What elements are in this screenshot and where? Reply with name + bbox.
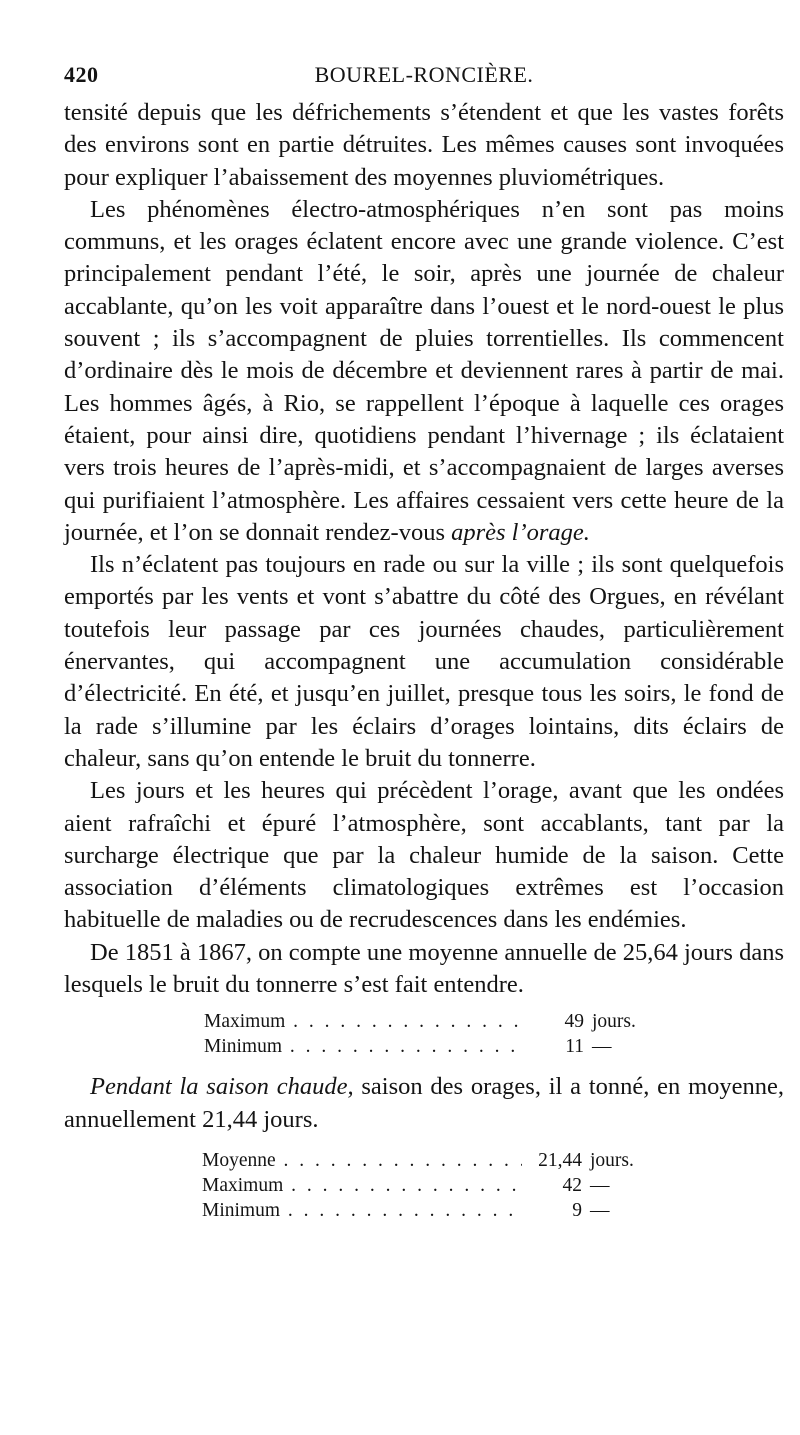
- stats-label: Minimum . . .: [202, 1198, 522, 1223]
- page-number: 420: [64, 62, 99, 87]
- stats-unit: jours.: [590, 1149, 634, 1171]
- paragraph-2-text: Les phénomènes électro-atmosphériques n’en sont pas moins communs, et les orages éclatent encore avec une grande violence. C’est principalement pendant l’été, le soir, après une journée de chaleur accablante, qu’on les voit apparaître dans l’ouest et le nord-ouest le plus souvent ; ils s’accompagnent de pluies torrentielles. Ils commencent d’ordinaire dès le mois de décembre et deviennent rares à partir de mai. Les hommes âgés, à Rio, se rappellent l’époque à laquelle ces orages étaient, pour ainsi dire, quotidiens pendant l’hivernage ; ils éclataient vers trois heures de l’après-midi, et s’accompagnaient de larges averses qui purifiaient l’atmosphère. Les affaires cessaient vers cette heure de la journée, et l’on se donnait rendez-vous: [64, 195, 784, 546]
- stats-value: 11: [565, 1036, 584, 1058]
- stats-row: [202, 1173, 682, 1198]
- stats-table-hot-season: [202, 1148, 682, 1223]
- stats-label: Moyenne . . .: [202, 1148, 522, 1173]
- stats-value: 9: [572, 1199, 582, 1221]
- page-header: [64, 56, 784, 96]
- stats-label: Maximum . . .: [202, 1173, 522, 1198]
- stats-row: [204, 1034, 684, 1059]
- stats-row: [202, 1198, 682, 1223]
- stats-row: [204, 1009, 684, 1034]
- stats-value: 21,44: [538, 1149, 582, 1171]
- paragraph-6-emphasis: Pendant la saison chaude,: [90, 1073, 354, 1101]
- paragraph-2-emphasis: après l’orage.: [451, 518, 590, 546]
- running-title: BOUREL-RONCIÈRE.: [314, 62, 534, 87]
- paragraph-6-text: saison des orages, il a tonné, en moyenne, annuellement 21,44 jours.: [64, 1073, 785, 1133]
- stats-label: Maximum . . .: [204, 1009, 524, 1034]
- paragraph-5: De 1851 à 1867, on compte une moyenne annuelle de 25,64 jours dans lesquels le bruit du tonnerre s’est fait entendre.: [64, 938, 785, 999]
- paragraph-3: Ils n’éclatent pas toujours en rade ou sur la ville ; ils sont quelquefois emportés par les vents et vont s’abattre du côté des Orgues, en révélant toutefois leur passage par ces journées chaudes, particulièrement énervantes, qui accompagnent une accumulation considérable d’électricité. En été, et jusqu’en juillet, presque tous les soirs, le fond de la rade s’illumine par les éclairs d’orages lointains, dits éclairs de chaleur, sans qu’on entende le bruit du tonnerre.: [64, 551, 784, 772]
- paragraph-2: [64, 194, 784, 549]
- stats-label: Minimum . . .: [204, 1034, 524, 1059]
- stats-value: 49: [564, 1011, 584, 1033]
- paragraph-6: [64, 1071, 784, 1136]
- paragraph-4: Les jours et les heures qui précèdent l’orage, avant que les ondées aient rafraîchi et épuré l’atmosphère, sont accablants, tant par la surcharge électrique que par la chaleur humide de la saison. Cette association d’éléments climatologiques extrêmes est l’occasion habituelle de maladies ou de recrudescences dans les endémies.: [64, 777, 784, 934]
- stats-row: [202, 1148, 682, 1173]
- stats-unit: —: [592, 1036, 612, 1058]
- stats-table-annual: [204, 1009, 684, 1059]
- paragraph-1: tensité depuis que les défrichements s’étendent et que les vastes forêts des environs sont en partie détruites. Les mêmes causes sont invoquées pour expliquer l’abaissement des moyennes pluviométriques.: [64, 99, 784, 191]
- stats-unit: —: [590, 1174, 610, 1196]
- stats-unit: jours.: [592, 1011, 636, 1033]
- stats-value: 42: [562, 1174, 582, 1196]
- page-body: [64, 97, 784, 1223]
- stats-unit: —: [590, 1199, 610, 1221]
